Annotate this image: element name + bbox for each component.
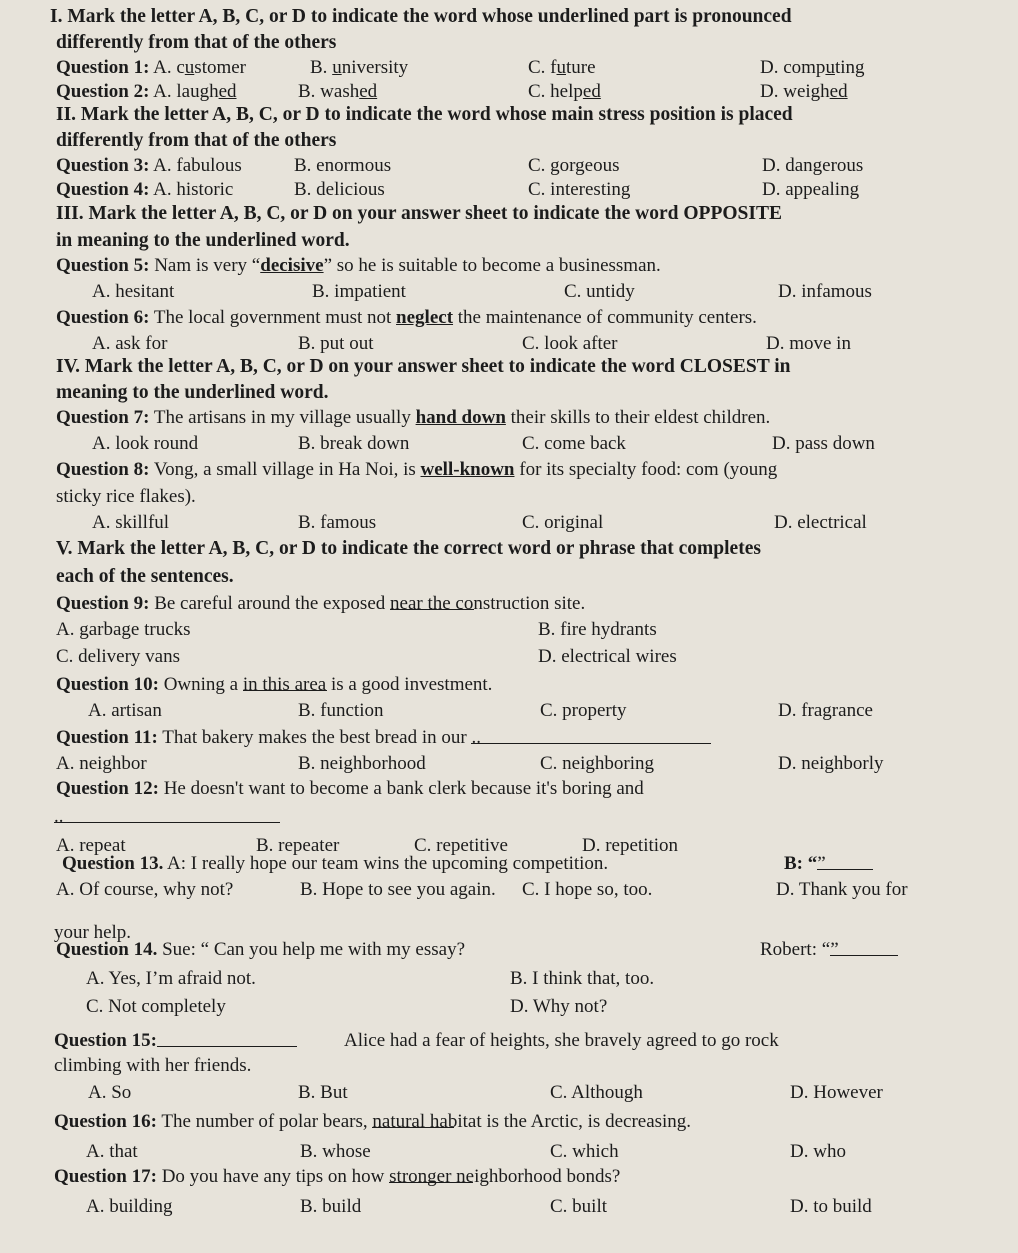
q15-blank[interactable] (157, 1028, 297, 1047)
question-9-options-1 (0, 617, 1018, 643)
question-15: Question 15: Alice had a fear of heights, she bravely agreed to go rock (54, 1030, 779, 1051)
q12-option-a[interactable]: A. repeat (56, 835, 126, 856)
question-14-options-2 (0, 994, 1018, 1020)
q7-option-a[interactable]: A. look round (92, 433, 199, 454)
q17-option-c[interactable]: C. built (550, 1196, 608, 1217)
question-15-cont: climbing with her friends. (54, 1055, 252, 1076)
question-6: Question 6: The local government must not neglect the maintenance of community centers. (56, 307, 757, 328)
section-3-title: III. Mark the letter A, B, C, or D on your answer sheet to indicate the word OPPOSITE (56, 203, 782, 224)
question-17: Question 17: Do you have any tips on how stronger neighborhood bonds? (54, 1166, 621, 1187)
question-8: Question 8: Vong, a small village in Ha Noi, is well-known for its specialty food: com (young (56, 459, 778, 480)
question-10: Question 10: Owning a in this area is a good investment. (56, 674, 493, 695)
question-12: Question 12: He doesn't want to become a bank clerk because it's boring and (56, 778, 644, 799)
question-11-options (0, 751, 1018, 777)
q9-option-a[interactable]: A. garbage trucks (56, 619, 191, 640)
question-16: Question 16: The number of polar bears, natural habitat is the Arctic, is decreasing. (54, 1111, 692, 1132)
q1-option-b[interactable]: B. university (310, 57, 409, 78)
section-2-title-cont: differently from that of the others (56, 130, 337, 151)
q15-option-a[interactable]: A. So (88, 1082, 132, 1103)
q7-option-b[interactable]: B. break down (298, 433, 410, 454)
section-1-title: I. Mark the letter A, B, C, or D to indicate the word whose underlined part is pronounced (50, 6, 792, 27)
q3-option-a[interactable]: A. fabulous (153, 155, 242, 176)
section-5-title-cont: each of the sentences. (56, 566, 234, 587)
section-3-title-cont: in meaning to the underlined word. (56, 230, 350, 251)
q16-option-c[interactable]: C. which (550, 1141, 619, 1162)
q7-option-d[interactable]: D. pass down (772, 433, 875, 454)
question-8-options (0, 510, 1018, 536)
section-5-title: V. Mark the letter A, B, C, or D to indicate the correct word or phrase that completes (56, 538, 761, 559)
question-7: Question 7: The artisans in my village usually hand down their skills to their eldest children. (56, 407, 771, 428)
q17-option-b[interactable]: B. build (300, 1196, 362, 1217)
question-1: Question 1: A. customer B. university C. future D. computing (0, 55, 1018, 81)
q6-option-d[interactable]: D. move in (766, 333, 851, 354)
q2-option-c[interactable]: C. helped (528, 81, 601, 102)
q16-blank[interactable] (372, 1109, 454, 1128)
q4-option-d[interactable]: D. appealing (762, 179, 860, 200)
question-9: Question 9: Be careful around the exposed near the construction site. (56, 593, 586, 614)
q2-option-d[interactable]: D. weighed (760, 81, 848, 102)
q4-option-b[interactable]: B. delicious (294, 179, 385, 200)
q5-option-a[interactable]: A. hesitant (92, 281, 175, 302)
q3-option-d[interactable]: D. dangerous (762, 155, 864, 176)
q1-option-c[interactable]: C. future (528, 57, 596, 78)
q14-blank[interactable] (830, 937, 898, 956)
q16-option-a[interactable]: A. that (86, 1141, 138, 1162)
q1-option-a[interactable]: A. customer (153, 57, 247, 78)
q14-option-a[interactable]: A. Yes, I’m afraid not. (86, 968, 256, 989)
question-16-options (0, 1139, 1018, 1165)
q12-option-c[interactable]: C. repetitive (414, 835, 508, 856)
q2-option-b[interactable]: B. washed (298, 81, 378, 102)
q14-option-c[interactable]: C. Not completely (86, 996, 226, 1017)
section-2-title: II. Mark the letter A, B, C, or D to indicate the word whose main stress position is placed (56, 104, 793, 125)
q4-option-a[interactable]: A. historic (153, 179, 234, 200)
question-13: Question 13. A: I really hope our team wins the upcoming competition. B: “ ” (0, 851, 1018, 877)
q10-option-d[interactable]: D. fragrance (778, 700, 873, 721)
question-14: Question 14. Sue: “ Can you help me with my essay? Robert: “ ” (0, 937, 1018, 963)
q3-option-b[interactable]: B. enormous (294, 155, 392, 176)
q2-option-a[interactable]: A. laughed (153, 81, 237, 102)
q8-option-d[interactable]: D. electrical (774, 512, 867, 533)
q6-option-c[interactable]: C. look after (522, 333, 618, 354)
q17-option-d[interactable]: D. to build (790, 1196, 872, 1217)
question-4: Question 4: A. historic B. delicious C. interesting D. appealing (0, 177, 1018, 203)
q15-option-d[interactable]: D. However (790, 1082, 883, 1103)
question-5-options (0, 279, 1018, 305)
q13-option-c[interactable]: C. I hope so, too. (522, 879, 653, 900)
q5-option-c[interactable]: C. untidy (564, 281, 635, 302)
question-2: Question 2: A. laughed B. washed C. helped D. weighed (0, 79, 1018, 105)
q5-option-d[interactable]: D. infamous (778, 281, 872, 302)
section-4-title-cont: meaning to the underlined word. (56, 382, 329, 403)
q11-option-a[interactable]: A. neighbor (56, 753, 147, 774)
q15-option-b[interactable]: B. But (298, 1082, 348, 1103)
question-17-options (0, 1194, 1018, 1220)
question-10-options (0, 698, 1018, 724)
q10-option-a[interactable]: A. artisan (88, 700, 162, 721)
question-5: Question 5: Nam is very “decisive” so he is suitable to become a businessman. (56, 255, 661, 276)
q10-option-b[interactable]: B. function (298, 700, 384, 721)
question-9-options-2 (0, 644, 1018, 670)
q11-option-d[interactable]: D. neighborly (778, 753, 884, 774)
q5-option-b[interactable]: B. impatient (312, 281, 406, 302)
q10-option-c[interactable]: C. property (540, 700, 627, 721)
q13-option-b[interactable]: B. Hope to see you again. (300, 879, 496, 900)
section-1-title-cont: differently from that of the others (56, 32, 337, 53)
q17-blank[interactable] (389, 1164, 473, 1183)
q4-option-c[interactable]: C. interesting (528, 179, 631, 200)
q9-option-b[interactable]: B. fire hydrants (538, 619, 657, 640)
question-13-cont: your help. (54, 922, 132, 943)
q12-option-b[interactable]: B. repeater (256, 835, 340, 856)
section-4-title: IV. Mark the letter A, B, C, or D on your answer sheet to indicate the word CLOSEST in (56, 356, 791, 377)
q15-option-c[interactable]: C. Although (550, 1082, 643, 1103)
q7-option-c[interactable]: C. come back (522, 433, 626, 454)
question-3: Question 3: A. fabulous B. enormous C. gorgeous D. dangerous (0, 153, 1018, 179)
q6-option-b[interactable]: B. put out (298, 333, 374, 354)
q13-option-a[interactable]: A. Of course, why not? (56, 879, 234, 900)
q12-option-d[interactable]: D. repetition (582, 835, 679, 856)
q12-blank[interactable] (54, 804, 280, 823)
question-14-options-1 (0, 966, 1018, 992)
q9-blank[interactable] (390, 591, 474, 610)
q11-option-b[interactable]: B. neighborhood (298, 753, 426, 774)
q16-option-d[interactable]: D. who (790, 1141, 846, 1162)
q8-option-b[interactable]: B. famous (298, 512, 377, 533)
q9-option-d[interactable]: D. electrical wires (538, 646, 677, 667)
question-7-options (0, 431, 1018, 457)
q13-option-d[interactable]: D. Thank you for (776, 879, 908, 900)
q17-option-a[interactable]: A. building (86, 1196, 173, 1217)
q13-blank[interactable] (817, 851, 873, 870)
q16-option-b[interactable]: B. whose (300, 1141, 371, 1162)
question-8-cont: sticky rice flakes). (56, 486, 196, 507)
q1-option-d[interactable]: D. computing (760, 57, 865, 78)
q8-option-a[interactable]: A. skillful (92, 512, 170, 533)
q14-option-d[interactable]: D. Why not? (510, 996, 608, 1017)
q6-option-a[interactable]: A. ask for (92, 333, 168, 354)
q8-option-c[interactable]: C. original (522, 512, 604, 533)
q11-blank[interactable] (471, 725, 711, 744)
question-13-options (0, 877, 1018, 903)
question-12-cont: .. (0, 804, 1018, 830)
question-15-options (0, 1080, 1018, 1106)
q10-blank[interactable] (243, 672, 327, 691)
q9-option-c[interactable]: C. delivery vans (56, 646, 181, 667)
q3-option-c[interactable]: C. gorgeous (528, 155, 620, 176)
q14-option-b[interactable]: B. I think that, too. (510, 968, 655, 989)
q11-option-c[interactable]: C. neighboring (540, 753, 654, 774)
question-11: Question 11: That bakery makes the best bread in our .. (0, 725, 1018, 751)
